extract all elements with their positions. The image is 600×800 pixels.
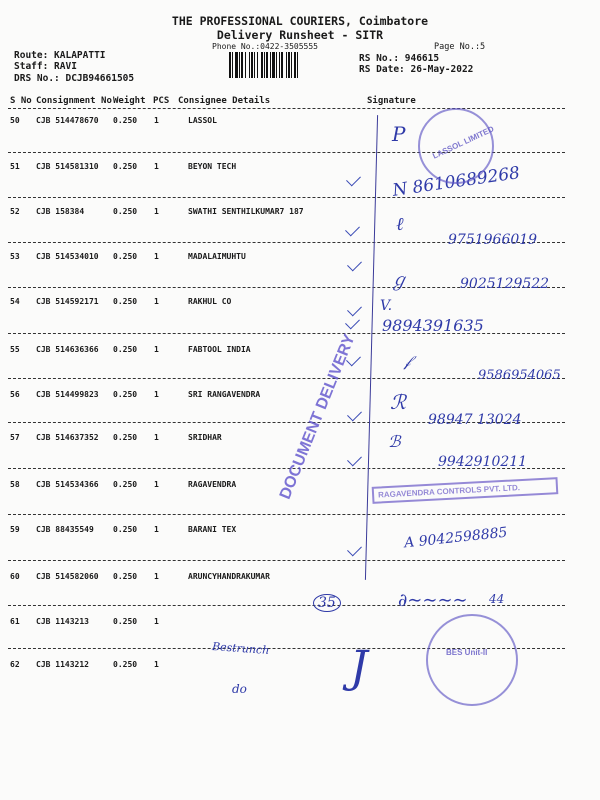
signature-60-tail: 44 <box>489 592 505 606</box>
row-consignee: BARANI TEX <box>188 525 237 534</box>
row-pcs: 1 <box>154 162 159 171</box>
page-number: Page No.:5 <box>434 42 486 52</box>
signature-61: Bestrunch <box>211 640 270 657</box>
row-sno: 56 <box>10 390 20 399</box>
staff-label: Staff: RAVI <box>14 61 77 72</box>
row-consignment-no: CJB 514582060 <box>36 572 99 581</box>
row-weight: 0.250 <box>113 207 138 216</box>
route-label: Route: KALAPATTI <box>14 50 106 61</box>
check-mark-icon <box>346 172 361 187</box>
col-pcs: PCS <box>153 96 170 106</box>
signature-59: A 9042598885 <box>403 524 509 552</box>
row-pcs: 1 <box>154 297 159 306</box>
check-mark-icon <box>345 222 360 237</box>
row-sno: 62 <box>10 660 20 669</box>
barcode <box>229 52 349 78</box>
row-consignment-no: CJB 514534366 <box>36 480 99 489</box>
row-sno: 61 <box>10 617 20 626</box>
signature-62: do <box>232 682 247 696</box>
row-separator <box>8 605 565 606</box>
col-signature: Signature <box>367 96 416 106</box>
row-consignee: FABTOOL INDIA <box>188 345 251 354</box>
rs-number: RS No.: 946615 <box>359 53 440 64</box>
row-pcs: 1 <box>154 207 159 216</box>
row-weight: 0.250 <box>113 572 138 581</box>
row-consignment-no: CJB 158384 <box>36 207 85 216</box>
runsheet-title: Delivery Runsheet - SITR <box>216 28 384 42</box>
row-separator <box>8 197 565 198</box>
signature-56-mark: ℛ <box>390 390 406 414</box>
row-sno: 60 <box>10 572 20 581</box>
row-weight: 0.250 <box>113 660 138 669</box>
row-weight: 0.250 <box>113 162 138 171</box>
row-weight: 0.250 <box>113 617 138 626</box>
row-consignee: ARUNCYHANDRAKUMAR <box>188 572 270 581</box>
row-weight: 0.250 <box>113 252 138 261</box>
signature-54: 9894391635 <box>382 316 484 335</box>
row-consignee: SWATHI SENTHILKUMAR7 187 <box>188 207 304 216</box>
row-pcs: 1 <box>154 480 159 489</box>
row-pcs: 1 <box>154 252 159 261</box>
signature-56: 98947 13024 <box>428 412 522 428</box>
row-consignment-no: CJB 514636366 <box>36 345 99 354</box>
row-sno: 57 <box>10 433 20 442</box>
bestrunch-seal <box>426 614 518 706</box>
signature-57: ℬ <box>388 432 401 451</box>
row-consignee: BEYON TECH <box>188 162 237 171</box>
drs-number: DRS No.: DCJB94661505 <box>14 73 135 84</box>
document-delivery-stamp: DOCUMENT DELIVERY <box>276 331 359 502</box>
row-pcs: 1 <box>154 390 159 399</box>
row-pcs: 1 <box>154 433 159 442</box>
row-consignee: SRIDHAR <box>188 433 222 442</box>
row-consignee: LASSOL <box>188 116 217 125</box>
signature-50: P <box>392 122 406 146</box>
row-sno: 53 <box>10 252 20 261</box>
signature-58: 9942910211 <box>438 454 528 470</box>
check-mark-icon <box>347 257 362 272</box>
row-pcs: 1 <box>154 116 159 125</box>
row-consignment-no: CJB 1143212 <box>36 660 89 669</box>
row-separator <box>8 560 565 561</box>
row-consignee: MADALAIMUHTU <box>188 252 246 261</box>
row-sno: 54 <box>10 297 20 306</box>
row-consignee: SRI RANGAVENDRA <box>188 390 261 399</box>
bestrunch-seal-text: BES Unit-II <box>446 648 488 657</box>
row-weight: 0.250 <box>113 345 138 354</box>
check-mark-icon <box>345 315 360 330</box>
row-consignment-no: CJB 514499823 <box>36 390 99 399</box>
company-title: THE PROFESSIONAL COURIERS, Coimbatore <box>171 14 429 28</box>
signature-55: 9586954065 <box>478 368 561 383</box>
signature-60-number: 35 <box>313 594 341 612</box>
row-separator <box>8 514 565 515</box>
col-consignee: Consignee Details <box>178 96 271 106</box>
row-consignment-no: CJB 514478670 <box>36 116 99 125</box>
col-sno: S No <box>10 96 32 106</box>
row-weight: 0.250 <box>113 390 138 399</box>
row-pcs: 1 <box>154 345 159 354</box>
signature-51: N 8610689268 <box>391 163 522 201</box>
signature-52-mark: ℓ <box>396 214 404 235</box>
row-sno: 52 <box>10 207 20 216</box>
row-consignment-no: CJB 514637352 <box>36 433 99 442</box>
header-separator <box>8 108 565 109</box>
signature-55-mark: 𝒻 <box>404 352 411 370</box>
row-consignment-no: CJB 88435549 <box>36 525 94 534</box>
signature-53-mark: ℊ <box>390 270 408 291</box>
row-consignment-no: CJB 514534010 <box>36 252 99 261</box>
row-weight: 0.250 <box>113 116 138 125</box>
signature-60-mark: ∂∼∼∼∼ <box>398 590 468 611</box>
row-pcs: 1 <box>154 572 159 581</box>
row-consignee: RAKHUL CO <box>188 297 232 306</box>
row-consignment-no: CJB 1143213 <box>36 617 89 626</box>
lassol-seal-text: LASSOL LIMITED <box>431 124 496 161</box>
signature-divider <box>365 115 378 580</box>
check-mark-icon <box>347 542 362 557</box>
row-pcs: 1 <box>154 525 159 534</box>
ragavendra-stamp: RAGAVENDRA CONTROLS PVT. LTD. <box>372 477 559 504</box>
check-mark-icon <box>347 407 362 422</box>
row-consignment-no: CJB 514592171 <box>36 297 99 306</box>
row-sno: 59 <box>10 525 20 534</box>
row-weight: 0.250 <box>113 480 138 489</box>
col-consignment: Consignment No <box>36 96 112 106</box>
rs-date: RS Date: 26-May-2022 <box>359 64 474 75</box>
row-pcs: 1 <box>154 617 159 626</box>
row-consignee: RAGAVENDRA <box>188 480 237 489</box>
row-weight: 0.250 <box>113 525 138 534</box>
row-sno: 51 <box>10 162 20 171</box>
signature-52: 9751966019 <box>448 232 538 248</box>
row-sno: 55 <box>10 345 20 354</box>
signature-54-mark: V. <box>380 298 393 314</box>
row-weight: 0.250 <box>113 433 138 442</box>
phone-number: Phone No.:0422-3505555 <box>212 42 318 51</box>
row-weight: 0.250 <box>113 297 138 306</box>
row-consignment-no: CJB 514581310 <box>36 162 99 171</box>
signature-61-62-mark: J <box>350 642 368 693</box>
signature-53: 9025129522 <box>460 276 550 292</box>
row-pcs: 1 <box>154 660 159 669</box>
check-mark-icon <box>347 452 362 467</box>
col-weight: Weight <box>113 96 146 106</box>
row-sno: 50 <box>10 116 20 125</box>
row-sno: 58 <box>10 480 20 489</box>
